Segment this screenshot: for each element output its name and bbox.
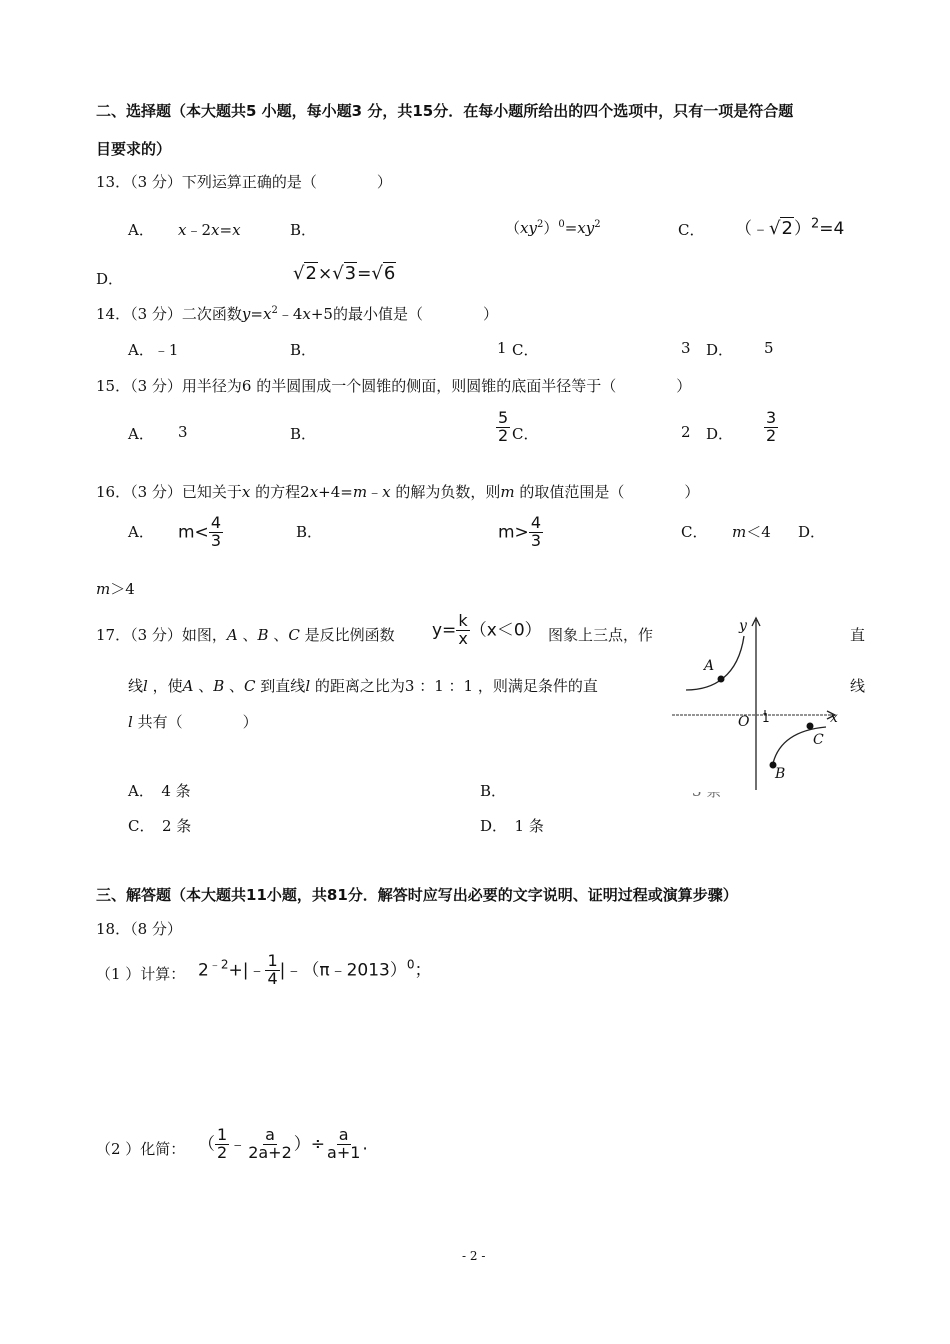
q16-option-c-value: m＜4: [732, 523, 771, 541]
q17-line3: l 共有（ ）: [128, 713, 258, 731]
q13-option-d-label: D．: [96, 270, 124, 288]
page-number: - 2 -: [462, 1249, 486, 1263]
q18-part2-label: （2 ）化简：: [96, 1140, 186, 1158]
point-a: [718, 676, 725, 683]
q15-option-b-label: B．: [290, 425, 317, 443]
q18-part1-label: （1 ）计算：: [96, 965, 186, 983]
q18-part2-expr: （ $\frac{1}{2}$ ﹣ $\frac{a}{2a+2}$ ）÷ $\frac{a}{a+1}$ .: [198, 1125, 368, 1162]
q17-stem-end1: 直: [850, 626, 866, 644]
section2-heading-line1: 二、选择题（本大题共5 小题，每小题3 分，共15分．在每小题所给出的四个选项中，只有一项是符合题: [96, 102, 794, 120]
q14-option-a: A．﹣1: [128, 341, 179, 359]
q16-option-b-label: B．: [296, 523, 323, 541]
section3-heading: 三、解答题（本大题共11小题，共81分．解答时应写出必要的文字说明、证明过程或演算步骤）: [96, 886, 738, 904]
q17-option-c: C． 2 条: [128, 817, 192, 835]
q17-function: [432, 613, 542, 648]
q16-option-d-value: m＞4: [96, 580, 135, 598]
q15-option-a-value: 3: [178, 423, 188, 441]
q14-option-d-label: D．: [706, 341, 734, 359]
q13-option-c-expr: （﹣√2）$^2$=4: [735, 216, 845, 239]
q16-option-d-label: D．: [798, 523, 826, 541]
q15-option-a-label: A．: [128, 425, 154, 443]
q16-option-b-expr: [498, 515, 543, 550]
q15-d-denominator: 2: [766, 425, 777, 445]
origin-label: O: [738, 714, 750, 730]
q14-option-d-value: 5: [764, 339, 774, 357]
point-a-label: A: [704, 658, 715, 674]
q15-stem: 15．（3 分）用半径为6 的半圆围成一个圆锥的侧面，则圆锥的底面半径等于（ ）: [96, 377, 692, 395]
q17-func-denominator: x: [458, 628, 468, 648]
tick-one-label: 1: [762, 711, 770, 725]
q13-stem: 13．（3 分）下列运算正确的是（ ）: [96, 173, 392, 191]
q13-option-a-label: A．: [128, 221, 154, 239]
q17-line2: 线l ，使A 、B 、C 到直线l 的距离之比为3 ：1 ：1 ，则满足条件的直: [128, 677, 598, 695]
q17-stem-part2: 图象上三点，作: [548, 626, 654, 644]
q15-option-d-fraction: [764, 410, 778, 445]
q15-b-denominator: 2: [498, 425, 509, 445]
q15-option-d-label: D．: [706, 425, 734, 443]
point-c: [807, 723, 814, 730]
q14-option-b-value: 1: [497, 339, 507, 357]
q16-stem: 16．（3 分）已知关于x 的方程2x+4=m﹣x 的解为负数，则m 的取值范围是（ ）: [96, 483, 700, 501]
y-axis-label: y: [739, 618, 747, 634]
point-b-label: B: [775, 766, 786, 782]
q18-part1-expr: $2^{﹣2}+|﹣$ $\frac{1}{4}$ |﹣（π﹣2013）$^0$；: [198, 951, 432, 988]
q14-option-c-label: C．: [512, 341, 539, 359]
q16-b-denominator: 3: [530, 530, 541, 550]
q17-func-condition: （x＜0）: [469, 620, 542, 641]
q17-func-lhs: y=: [432, 620, 457, 641]
q16-option-c-label: C．: [681, 523, 708, 541]
q17-option-a: A． 4 条: [128, 782, 191, 800]
q13-option-c-label: C．: [678, 221, 705, 239]
q15-b-numerator: 5: [498, 408, 509, 427]
q13-option-d-expr: √2×√3=√6: [293, 263, 396, 284]
q15-option-b-fraction: [496, 410, 510, 445]
q16-option-a-label: A．: [128, 523, 154, 541]
q15-option-c-label: C．: [512, 425, 539, 443]
q17-option-b: B．: [480, 782, 507, 800]
q13-option-b-expr: $(xy^2)^0=xy^2$: [505, 219, 601, 237]
q17-line2-end: 线: [850, 677, 866, 695]
q15-option-c-value: 2: [681, 423, 691, 441]
q14-option-c-value: 3: [681, 339, 691, 357]
q16-a-numerator: 4: [210, 513, 221, 532]
q17-option-d: D． 1 条: [480, 817, 544, 835]
q14-stem: 14．（3 分）二次函数$y=x^2﹣4x+5$的最小值是（ ）: [96, 305, 498, 323]
q16-a-lhs: m<: [178, 522, 209, 543]
q17-hyperbola-graph: [668, 612, 844, 792]
x-axis-label: x: [830, 710, 838, 726]
q16-option-a-expr: [178, 515, 223, 550]
q16-a-denominator: 3: [210, 530, 221, 550]
q13-option-b-label: B．: [290, 221, 317, 239]
q17-func-numerator: k: [458, 611, 468, 630]
q18-stem: 18．（8 分）: [96, 920, 182, 938]
q16-b-numerator: 4: [530, 513, 541, 532]
q15-d-numerator: 3: [766, 408, 777, 427]
q14-option-b-label: B．: [290, 341, 317, 359]
q13-option-a-expr: x﹣2x=x: [178, 221, 241, 239]
q17-stem-part1: 17．（3 分）如图，A 、B 、C 是反比例函数: [96, 626, 395, 644]
section2-heading-line2: 目要求的）: [96, 140, 172, 158]
q16-b-lhs: m>: [498, 522, 529, 543]
point-c-label: C: [813, 732, 824, 748]
